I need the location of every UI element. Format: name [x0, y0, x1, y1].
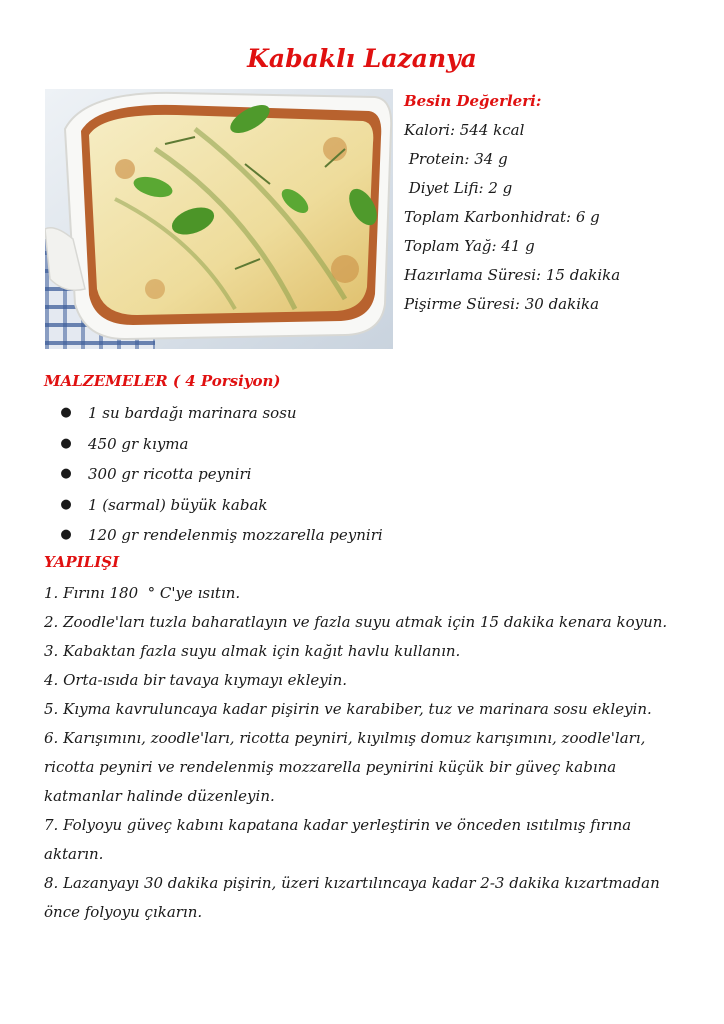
step-item: 3. Kabaktan fazla suyu almak için kağıt havlu kullanın.	[44, 642, 461, 660]
nutrition-fiber: Diyet Lifi: 2 g	[404, 179, 513, 197]
step-item: 5. Kıyma kavruluncaya kadar pişirin ve karabiber, tuz ve marinara sosu ekleyin.	[44, 700, 652, 718]
ingredient-text: 1 (sarmal) büyük kabak	[88, 495, 268, 514]
nutrition-cook-time: Pişirme Süresi: 30 dakika	[404, 295, 600, 313]
ingredient-text: 120 gr rendelenmiş mozzarella peyniri	[88, 526, 383, 544]
nutrition-protein: Protein: 34 g	[404, 150, 508, 168]
list-item	[44, 492, 383, 523]
ingredients-heading: MALZEMELER ( 4 Porsiyon)	[44, 372, 281, 390]
step-item: 6. Karışımını, zoodle'ları, ricotta peyniri, kıyılmış domuz karışımını, zoodle'ları, ricotta peyniri ve rendelenmiş mozzarella peynirini küçük bir güveç kabına katmanlar halinde düzenleyin.	[44, 729, 651, 805]
step-item: 7. Folyoyu güveç kabını kapatana kadar yerleştirin ve önceden ısıtılmış fırına aktarın.	[44, 816, 636, 863]
steps-list	[44, 579, 684, 927]
steps-heading: YAPILIŞI	[44, 553, 120, 571]
recipe-title: Kabaklı Lazanya	[247, 44, 477, 73]
step-item: 1. Fırını 180 ° C'ye ısıtın.	[44, 584, 241, 602]
ingredient-text: 1 su bardağı marinara sosu	[88, 404, 297, 422]
ingredient-text: 450 gr kıyma	[88, 434, 189, 453]
nutrition-heading: Besin Değerleri:	[404, 92, 542, 110]
disc-bullet-icon: ●	[60, 405, 72, 420]
ingredient-text: 300 gr ricotta peyniri	[88, 465, 252, 483]
step-item: 8. Lazanyayı 30 dakika pişirin, üzeri kızartılıncaya kadar 2-3 dakika kızartmadan önce folyoyu çıkarın.	[44, 874, 665, 921]
lasagna-photo	[45, 89, 393, 349]
ingredients-list	[44, 400, 383, 553]
list-item	[44, 431, 383, 462]
step-item: 4. Orta-ısıda bir tavaya kıymayı ekleyin.	[44, 671, 348, 689]
disc-bullet-icon: ●	[60, 435, 72, 451]
nutrition-prep-time: Hazırlama Süresi: 15 dakika	[404, 266, 621, 284]
disc-bullet-icon: ●	[60, 466, 72, 481]
nutrition-calories: Kalori: 544 kcal	[404, 121, 525, 139]
list-item	[44, 400, 383, 431]
disc-bullet-icon: ●	[60, 496, 72, 512]
disc-bullet-icon: ●	[60, 527, 72, 542]
list-item	[44, 522, 383, 553]
list-item	[44, 461, 383, 492]
nutrition-carbs: Toplam Karbonhidrat: 6 g	[404, 208, 600, 226]
step-item: 2. Zoodle'ları tuzla baharatlayın ve fazla suyu atmak için 15 dakika kenara koyun.	[44, 613, 668, 631]
nutrition-info	[404, 90, 704, 322]
nutrition-fat: Toplam Yağ: 41 g	[404, 237, 535, 255]
